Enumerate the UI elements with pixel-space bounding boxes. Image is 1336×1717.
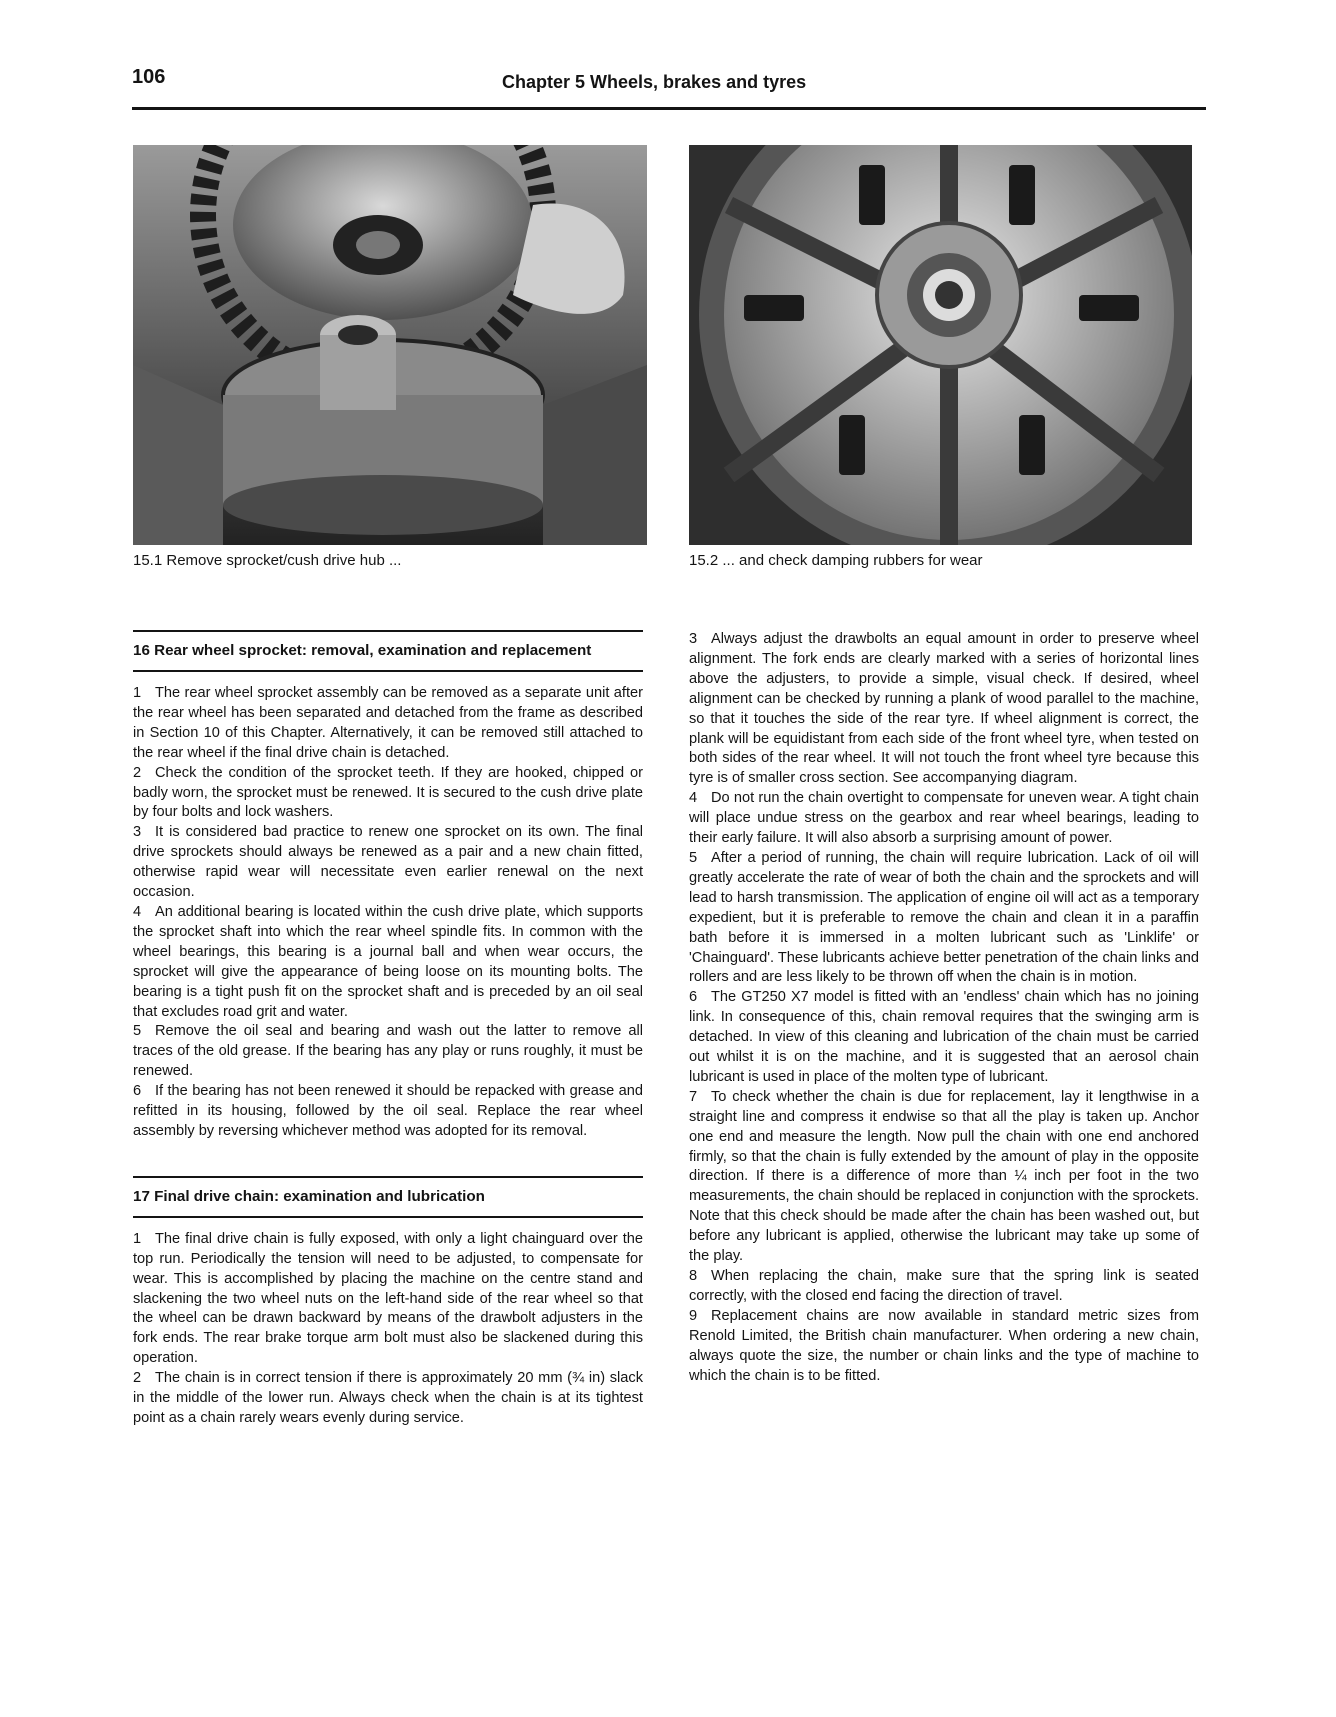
paragraph — [133, 1082, 643, 1142]
section-gap — [133, 1142, 643, 1176]
section-heading: 17 Final drive chain: examination and lubrication — [133, 1176, 643, 1218]
paragraph-number: 6 — [133, 1083, 142, 1100]
paragraph — [133, 684, 643, 764]
paragraph — [689, 1307, 1199, 1387]
figure-caption: 15.2 ... and check damping rubbers for wear — [689, 552, 983, 569]
section-heading: 16 Rear wheel sprocket: removal, examination and replacement — [133, 630, 643, 672]
paragraph-text: An additional bearing is located within the cush drive plate, which supports the sprocket shaft into which the rear wheel spindle fits. In common with the wheel bearings, this bearing is a journal ball and when wear occurs, the sprocket will give the appearance of being loose on its mounting bolts. The bearing is a tight push fit on the sprocket shaft and is preceded by an oil seal that excludes road grit and water. — [133, 903, 643, 1020]
paragraph-text: It is considered bad practice to renew one sprocket on its own. The final drive sprockets should always be renewed as a pair and a new chain fitted, otherwise rapid wear will necessitate even earlier renewal on the next occasion. — [133, 824, 643, 901]
paragraph-number: 8 — [689, 1268, 698, 1284]
paragraph-number: 4 — [133, 903, 142, 920]
photo-damping-rubbers-illustration — [689, 145, 1192, 545]
paragraph — [133, 1022, 643, 1082]
paragraph-text: To check whether the chain is due for replacement, lay it lengthwise in a straight line and compress it endwise so that all the play is taken up. Anchor one end and measure the length. Now pull the chain with one end anchored firmly, so that the chain is fully extended by the amount of play in the opposite direction. If there is a difference of more than ¼ inch per foot in the two measurements, the chain should be replaced in conjunction with the sprockets. Note that this check should be made after the chain has been washed out, but before any lubricant is applied, otherwise the lubricant may take up some of the play. — [689, 1088, 1199, 1265]
chapter-title: Chapter 5 Wheels, brakes and tyres — [502, 72, 807, 92]
paragraph — [689, 789, 1199, 849]
paragraph-text: Replacement chains are now available in standard metric sizes from Renold Limited, the British chain manufacturer. When ordering a new chain, always quote the size, the number or chain links and the type of machine to which the chain is to be fitted. — [689, 1307, 1199, 1384]
paragraph — [689, 1267, 1199, 1307]
paragraph-text: When replacing the chain, make sure that the spring link is seated correctly, with the closed end facing the direction of travel. — [689, 1268, 1199, 1304]
paragraph — [689, 1088, 1199, 1267]
paragraph-number: 2 — [133, 1370, 142, 1387]
paragraph-number: 4 — [689, 790, 698, 807]
paragraph-number: 1 — [133, 1230, 142, 1247]
photo-damping-rubbers — [689, 145, 1192, 545]
paragraph — [133, 764, 643, 824]
paragraph — [133, 903, 643, 1022]
paragraph-number: 9 — [689, 1307, 698, 1324]
paragraph-number: 5 — [133, 1023, 142, 1040]
paragraph-text: Check the condition of the sprocket teeth. If they are hooked, chipped or badly worn, the sprocket must be renewed. It is secured to the cush drive plate by four bolts and lock washers. — [133, 764, 643, 821]
paragraph — [689, 849, 1199, 988]
photo-sprocket-hub-illustration — [133, 145, 647, 545]
paragraph-text: Do not run the chain overtight to compensate for uneven wear. A tight chain will place undue stress on the gearbox and rear wheel bearings, leading to their early failure. It will also absorb a surprising amount of power. — [689, 790, 1199, 847]
paragraph-number: 5 — [689, 849, 698, 866]
paragraph — [689, 630, 1199, 789]
paragraph-number: 2 — [133, 764, 142, 781]
paragraph-text: If the bearing has not been renewed it should be repacked with grease and refitted in its housing, followed by the oil seal. Replace the rear wheel assembly by reversing whichever method was adopted for its removal. — [133, 1083, 643, 1139]
header-rule — [132, 107, 1206, 110]
paragraph-text: The GT250 X7 model is fitted with an 'endless' chain which has no joining link. In consequence of this, chain removal requires that the swinging arm is detached. In view of this cleaning and lubrication of the chain must be carried out whilst it is on the machine, and it is suggested that an aerosol chain lubricant is used in place of the molten type of lubricant. — [689, 989, 1199, 1085]
figure-caption: 15.1 Remove sprocket/cush drive hub ... — [133, 552, 402, 569]
page-number: 106 — [132, 66, 166, 88]
text-column-left — [133, 630, 643, 1429]
paragraph-text: The chain is in correct tension if there is approximately 20 mm (¾ in) slack in the middle of the lower run. Always check when the chain is at its tightest point as a chain rarely wears evenly during service. — [133, 1370, 643, 1426]
paragraph — [689, 988, 1199, 1088]
page-header — [132, 66, 1206, 106]
paragraph-number: 7 — [689, 1088, 698, 1105]
paragraph-text: Always adjust the drawbolts an equal amount in order to preserve wheel alignment. The fork ends are clearly marked with a series of horizontal lines above the adjusters, to provide a simple, visual check. If desired, wheel alignment can be checked by running a plank of wood parallel to the machine, so that it touches the side of the rear tyre. If wheel alignment is correct, the plank will be equidistant from each side of the front wheel tyre, when tested on both sides of the rear wheel. It will not touch the front wheel tyre because this tyre is of smaller cross section. See accompanying diagram. — [689, 631, 1199, 787]
paragraph-text: After a period of running, the chain will require lubrication. Lack of oil will greatly accelerate the rate of wear of both the chain and the sprockets and will lead to harsh transmission. The application of engine oil will act as a temporary expedient, but it is preferable to remove the chain and clean it in a paraffin bath before it is immersed in a molten lubricant such as 'Linklife' or 'Chainguard'. These lubricants achieve better penetration of the chain links and rollers and are less likely to be thrown off when the chain is in motion. — [689, 849, 1199, 986]
paragraph-text: Remove the oil seal and bearing and wash out the latter to remove all traces of the old grease. If the bearing has any play or runs roughly, it must be renewed. — [133, 1023, 643, 1080]
paragraph-number: 1 — [133, 685, 142, 701]
paragraph-text: The rear wheel sprocket assembly can be removed as a separate unit after the rear wheel has been separated and detached from the frame as described in Section 10 of this Chapter. Alternatively, it can be removed still attached to the rear wheel if the final drive chain is detached. — [133, 685, 643, 761]
paragraph-number: 3 — [689, 631, 698, 647]
photo-sprocket-hub — [133, 145, 647, 545]
paragraph — [133, 1369, 643, 1429]
paragraph-text: The final drive chain is fully exposed, with only a light chainguard over the top run. Periodically the tension will need to be adjusted, to compensate for wear. This is accomplished by placing the machine on the centre stand and slackening the two wheel nuts on the left-hand side of the rear wheel so that the wheel can be drawn backward by means of the drawbolt adjusters in the fork ends. The rear brake torque arm bolt must also be slackened during this operation. — [133, 1230, 643, 1367]
paragraph-number: 3 — [133, 824, 142, 841]
paragraph — [133, 1230, 643, 1369]
paragraph — [133, 823, 643, 903]
paragraph-number: 6 — [689, 989, 698, 1006]
text-column-right — [689, 630, 1199, 1386]
